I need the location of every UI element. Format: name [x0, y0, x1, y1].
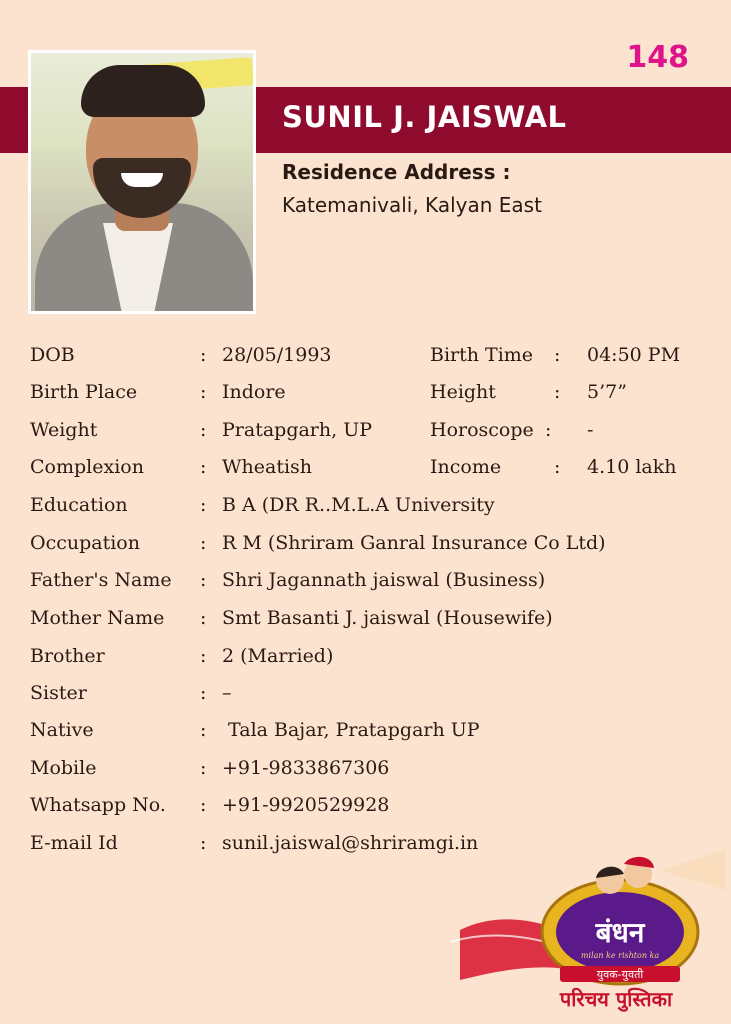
colon: :: [200, 757, 207, 779]
field-label: Mobile: [30, 757, 97, 779]
svg-text:परिचय पुस्तिका: परिचय पुस्तिका: [559, 987, 673, 1011]
field-label: Complexion: [30, 456, 144, 478]
colon: :: [200, 794, 207, 816]
field-value: Tala Bajar, Pratapgarh UP: [222, 719, 480, 741]
svg-text:बंधन: बंधन: [595, 916, 645, 949]
field-value: 28/05/1993: [222, 344, 332, 366]
field-value: +91-9920529928: [222, 794, 390, 816]
residence-address-value: Katemanivali, Kalyan East: [282, 193, 542, 217]
field-label: Birth Time: [430, 344, 534, 366]
profile-photo: [28, 50, 256, 314]
field-label: DOB: [30, 344, 75, 366]
field-value: +91-9833867306: [222, 757, 390, 779]
field-label: Whatsapp No.: [30, 794, 166, 816]
colon: :: [554, 344, 561, 366]
field-label: Occupation: [30, 532, 140, 554]
residence-address-label: Residence Address :: [282, 160, 511, 184]
field-value: Shri Jagannath jaiswal (Business): [222, 569, 546, 591]
colon: :: [200, 569, 207, 591]
profile-name: SUNIL J. JAISWAL: [282, 100, 567, 134]
colon: :: [200, 832, 207, 854]
colon: :: [200, 344, 207, 366]
colon: :: [200, 494, 207, 516]
colon: :: [545, 419, 552, 441]
colon: :: [200, 719, 207, 741]
svg-text:milan ke rishton ka: milan ke rishton ka: [580, 951, 660, 960]
colon: :: [200, 456, 207, 478]
field-label: Father's Name: [30, 569, 172, 591]
colon: :: [200, 419, 207, 441]
colon: :: [200, 381, 207, 403]
colon: :: [200, 607, 207, 629]
field-label: E-mail Id: [30, 832, 118, 854]
field-label: Sister: [30, 682, 87, 704]
colon: :: [200, 682, 207, 704]
field-label: Mother Name: [30, 607, 165, 629]
field-value: Indore: [222, 381, 286, 403]
field-label: Education: [30, 494, 128, 516]
colon: :: [200, 645, 207, 667]
field-label: Height: [430, 381, 496, 403]
field-label: Weight: [30, 419, 98, 441]
field-label: Income: [430, 456, 502, 478]
field-value: 5’7”: [587, 381, 627, 403]
field-value: Wheatish: [222, 456, 313, 478]
field-value: -: [587, 419, 594, 441]
field-value: B A (DR R..M.L.A University: [222, 494, 495, 516]
field-value: 4.10 lakh: [587, 456, 677, 478]
colon: :: [554, 456, 561, 478]
field-label: Horoscope: [430, 419, 534, 441]
field-label: Brother: [30, 645, 105, 667]
field-value: Pratapgarh, UP: [222, 419, 373, 441]
field-value: Smt Basanti J. jaiswal (Housewife): [222, 607, 553, 629]
colon: :: [554, 381, 561, 403]
bandhan-logo: [440, 850, 730, 1020]
field-value: R M (Shriram Ganral Insurance Co Ltd): [222, 532, 606, 554]
field-value: 2 (Married): [222, 645, 334, 667]
field-value: sunil.jaiswal@shriramgi.in: [222, 832, 479, 854]
svg-text:युवक-युवती: युवक-युवती: [596, 968, 644, 981]
field-value: 04:50 PM: [587, 344, 681, 366]
page-number: 148: [626, 40, 689, 75]
field-label: Birth Place: [30, 381, 138, 403]
field-value: –: [222, 682, 232, 704]
field-label: Native: [30, 719, 94, 741]
colon: :: [200, 532, 207, 554]
